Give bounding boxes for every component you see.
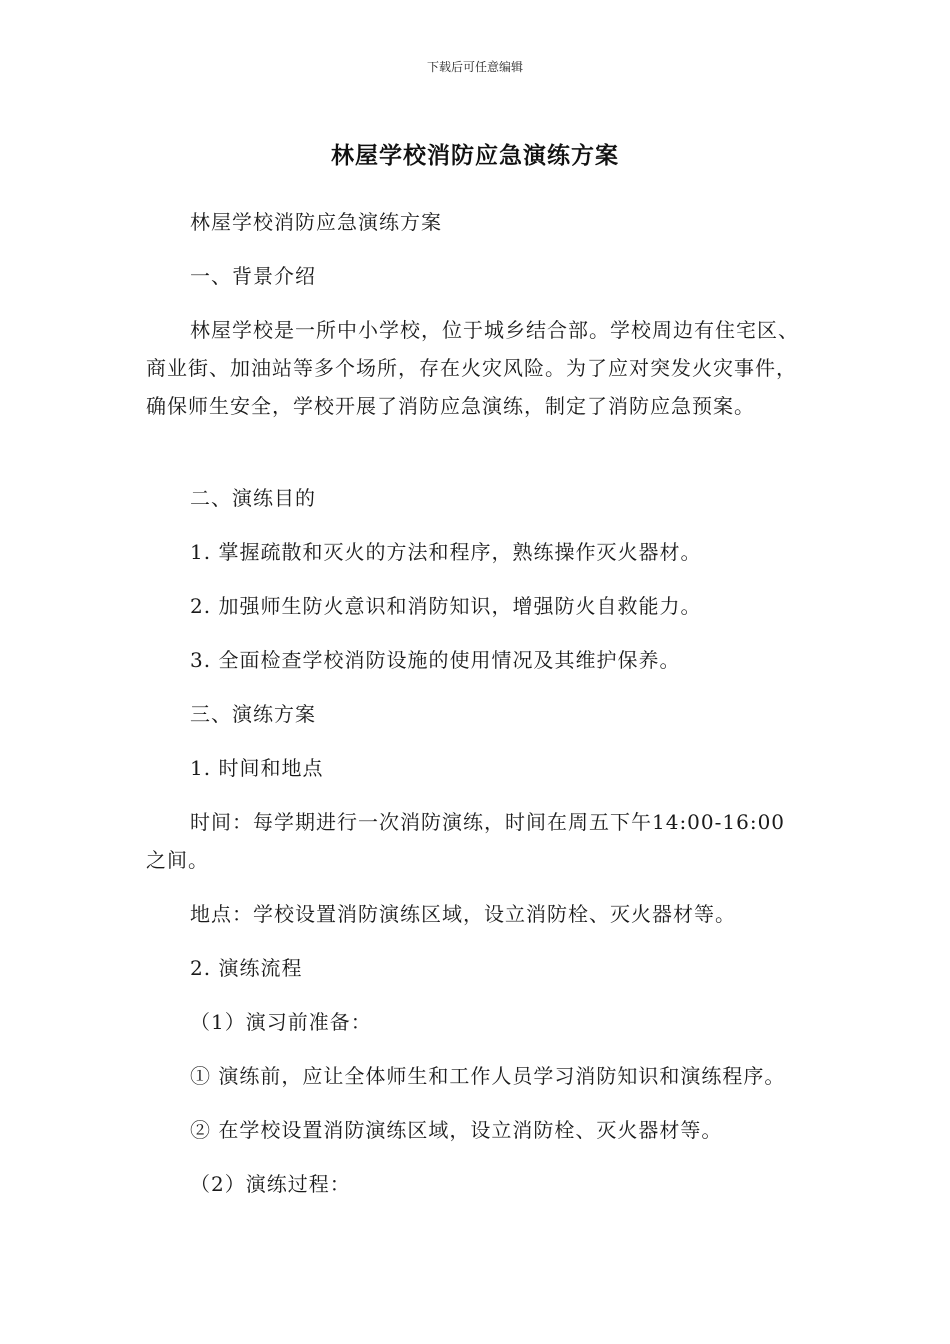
paragraph-subtitle: 林屋学校消防应急演练方案: [190, 210, 442, 234]
list-item-purpose-1: 1. 掌握疏散和灭火的方法和程序，熟练操作灭火器材。: [190, 540, 702, 564]
list-item-purpose-2: 2. 加强师生防火意识和消防知识，增强防火自救能力。: [190, 594, 702, 618]
step-preparation-item-2: ② 在学校设置消防演练区域，设立消防栓、灭火器材等。: [190, 1118, 723, 1142]
paragraph-background: 林屋学校是一所中小学校，位于城乡结合部。学校周边有住宅区、商业街、加油站等多个场所，存在火灾风险。为了应对突发火灾事件，确保师生安全，学校开展了消防应急演练，制定了消防应急预案。: [146, 318, 799, 418]
step-drill-process: （2）演练过程：: [190, 1172, 351, 1196]
heading-plan: 三、演练方案: [190, 702, 316, 726]
subheading-time-place: 1. 时间和地点: [190, 756, 324, 780]
paragraph-place: 地点：学校设置消防演练区域，设立消防栓、灭火器材等。: [190, 902, 736, 926]
subheading-process: 2. 演练流程: [190, 956, 303, 980]
header-note: 下载后可任意编辑: [426, 60, 523, 74]
document-title: 林屋学校消防应急演练方案: [331, 143, 619, 169]
list-item-purpose-3: 3. 全面检查学校消防设施的使用情况及其维护保养。: [190, 648, 681, 672]
heading-purpose: 二、演练目的: [190, 486, 316, 510]
paragraph-time: 时间：每学期进行一次消防演练，时间在周五下午14:00-16:00之间。: [146, 810, 786, 872]
step-preparation-item-1: ① 演练前，应让全体师生和工作人员学习消防知识和演练程序。: [190, 1064, 786, 1088]
heading-background: 一、背景介绍: [190, 264, 316, 288]
step-preparation: （1）演习前准备：: [190, 1010, 372, 1034]
